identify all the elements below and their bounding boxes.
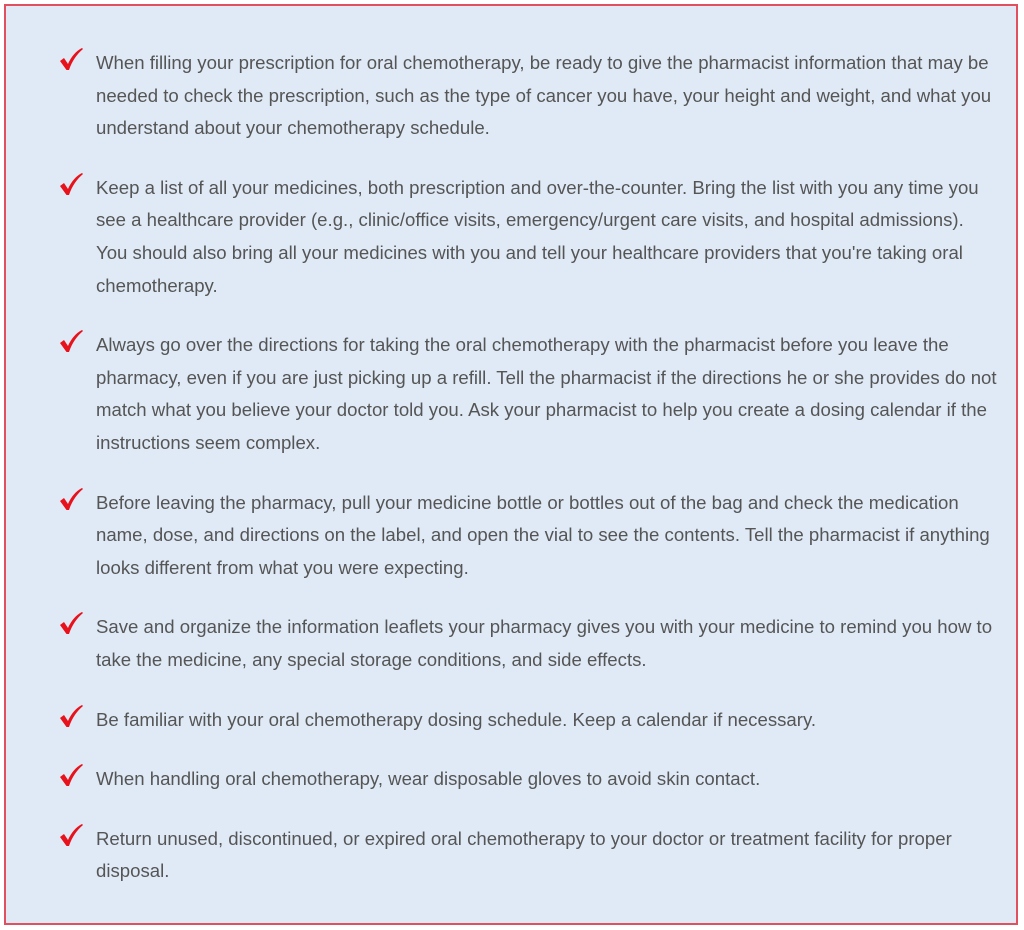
checklist-item (58, 763, 998, 796)
checklist-item (58, 329, 998, 459)
checklist-item-text: Save and organize the information leaflets your pharmacy gives you with your medicine to remind you how to take the medicine, any special storage conditions, and side effects. (96, 616, 993, 670)
checklist-item (58, 47, 998, 145)
checkmark-icon (58, 704, 84, 730)
checklist-item (58, 172, 998, 302)
checklist-item-text: Keep a list of all your medicines, both prescription and over-the-counter. Bring the list with you any time you see a healthcare provider (e.g., clinic/office visits, emergency/urgent care visits, and hospital admissions). You should also bring all your medicines with you and tell your healthcare providers that you're taking oral chemotherapy. (96, 176, 979, 296)
checkmark-icon (58, 329, 84, 355)
tips-panel (4, 4, 1018, 925)
checklist-item (58, 823, 998, 888)
checklist-item-text: Before leaving the pharmacy, pull your medicine bottle or bottles out of the bag and check the medication name, dose, and directions on the label, and open the vial to see the contents. Tell the pharmacist if anything looks different from what you were expecting. (96, 491, 990, 578)
checklist-item-text: Always go over the directions for taking the oral chemotherapy with the pharmacist before you leave the pharmacy, even if you are just picking up a refill. Tell the pharmacist if the directions he or she provides do not match what you believe your doctor told you. Ask your pharmacist to help you create a dosing calendar if the instructions seem complex. (96, 334, 997, 453)
checkmark-icon (58, 763, 84, 789)
checklist-item-text: Be familiar with your oral chemotherapy dosing schedule. Keep a calendar if necessary. (96, 708, 817, 730)
checklist (58, 47, 998, 915)
checklist-item (58, 487, 998, 585)
checklist-item (58, 704, 998, 737)
checkmark-icon (58, 611, 84, 637)
checkmark-icon (58, 172, 84, 198)
checklist-item-text: When handling oral chemotherapy, wear disposable gloves to avoid skin contact. (96, 768, 761, 790)
checkmark-icon (58, 487, 84, 513)
checkmark-icon (58, 47, 84, 73)
checklist-item-text: When filling your prescription for oral chemotherapy, be ready to give the pharmacist information that may be needed to check the prescription, such as the type of cancer you have, your height and weight, and what you understand about your chemotherapy schedule. (96, 52, 992, 139)
checklist-item (58, 611, 998, 676)
checkmark-icon (58, 823, 84, 849)
checklist-item-text: Return unused, discontinued, or expired oral chemotherapy to your doctor or treatment facility for proper disposal. (96, 827, 952, 882)
